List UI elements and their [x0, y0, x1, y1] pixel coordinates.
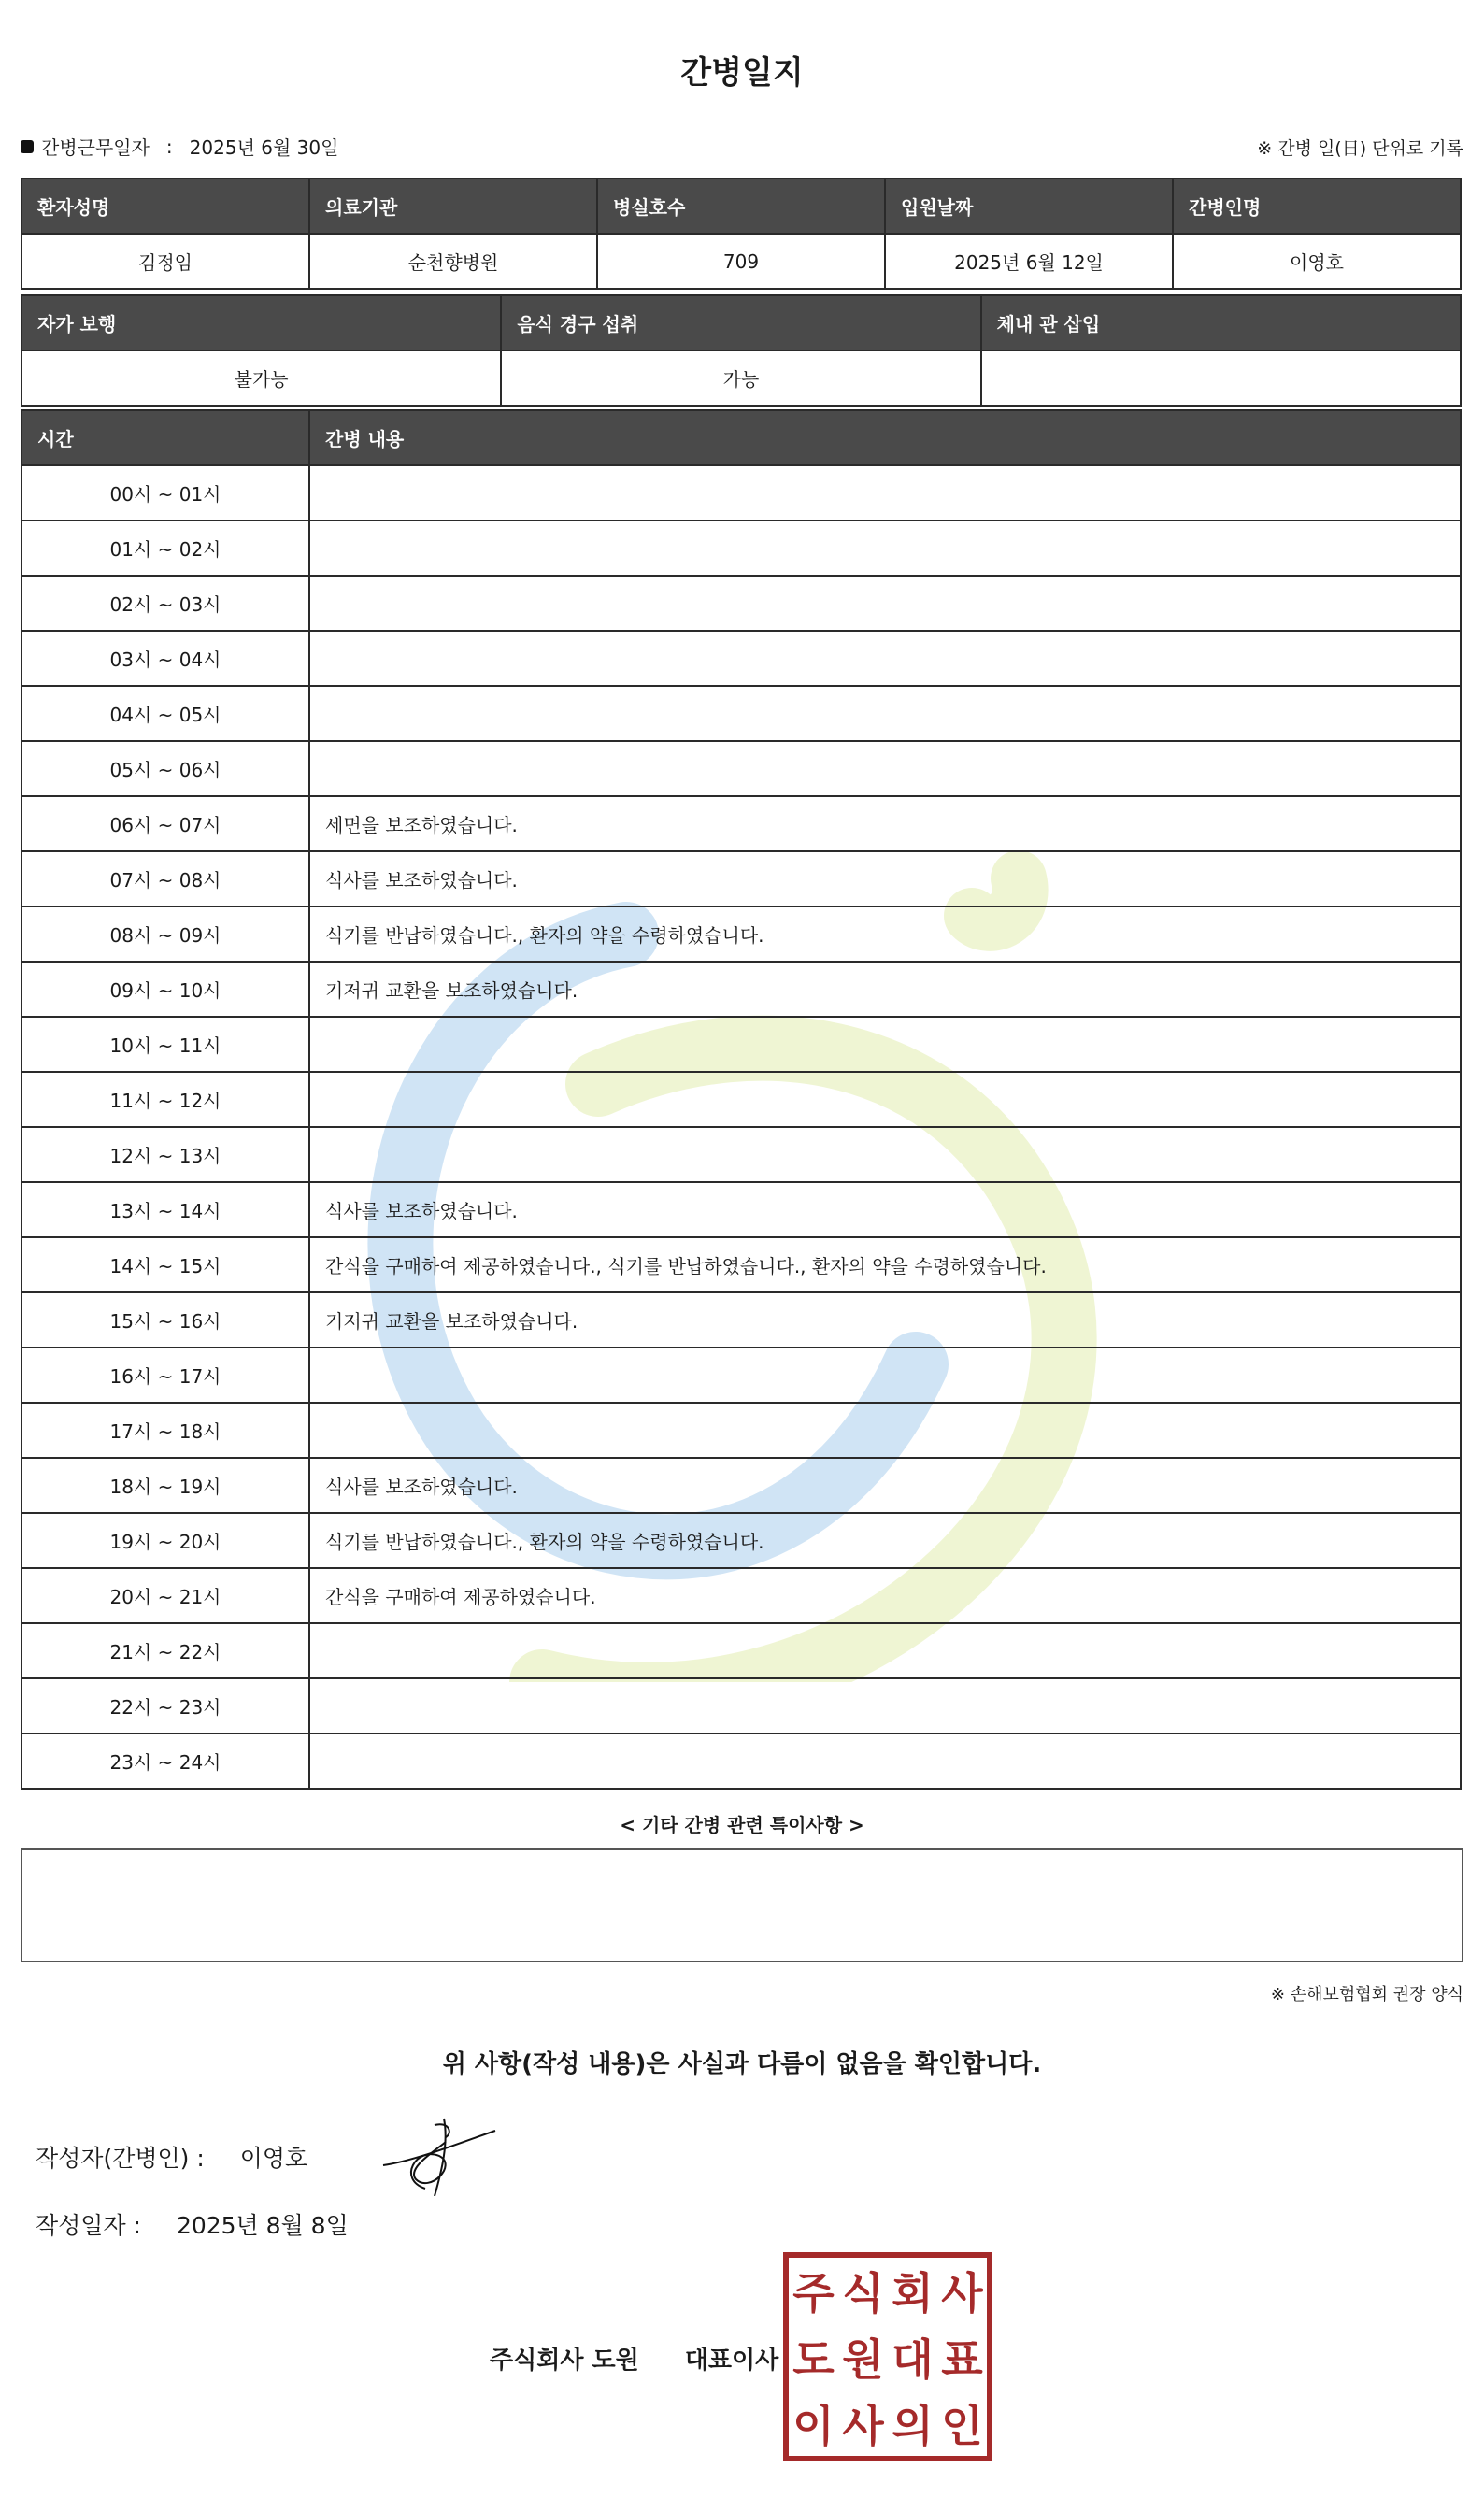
log-content — [309, 1403, 1461, 1458]
log-content: 기저귀 교환을 보조하였습니다. — [309, 962, 1461, 1017]
log-content — [309, 1734, 1461, 1789]
log-row — [21, 1348, 1461, 1403]
log-row — [21, 1513, 1461, 1568]
page-title: 간병일지 — [680, 54, 804, 92]
form-source-note: ※ 손해보험협회 권장 양식 — [1270, 1985, 1463, 2005]
company-seal-stamp — [783, 2252, 992, 2461]
log-time: 03시 ~ 04시 — [21, 631, 309, 686]
log-time: 08시 ~ 09시 — [21, 906, 309, 962]
seal-character: 대 — [892, 2333, 934, 2385]
log-row — [21, 521, 1461, 576]
patient-info-table — [21, 178, 1462, 290]
log-row — [21, 1237, 1461, 1292]
log-row — [21, 465, 1461, 521]
write-date-label: 작성일자 : — [36, 2212, 141, 2239]
seal-character: 식 — [842, 2268, 884, 2319]
header-oral-intake: 음식 경구 섭취 — [501, 295, 980, 350]
company-line — [490, 2341, 778, 2376]
care-log-table — [21, 409, 1462, 1790]
log-time: 16시 ~ 17시 — [21, 1348, 309, 1403]
log-row — [21, 1017, 1461, 1072]
log-row — [21, 1458, 1461, 1513]
work-date-label: 간병근무일자 — [41, 136, 150, 159]
self-walking-value: 불가능 — [21, 350, 501, 406]
log-time: 14시 ~ 15시 — [21, 1237, 309, 1292]
log-time: 04시 ~ 05시 — [21, 686, 309, 741]
seal-character: 회 — [892, 2268, 934, 2319]
other-notes-title: < 기타 간병 관련 특이사항 > — [620, 1814, 864, 1836]
log-content: 식기를 반납하였습니다., 환자의 약을 수령하였습니다. — [309, 906, 1461, 962]
log-time: 12시 ~ 13시 — [21, 1127, 309, 1182]
log-time: 09시 ~ 10시 — [21, 962, 309, 1017]
tube-insertion-value — [981, 350, 1461, 406]
log-time: 05시 ~ 06시 — [21, 741, 309, 796]
log-row — [21, 631, 1461, 686]
log-row — [21, 1072, 1461, 1127]
log-time: 13시 ~ 14시 — [21, 1182, 309, 1237]
other-notes-box — [21, 1848, 1463, 1962]
log-content — [309, 1623, 1461, 1678]
log-content — [309, 1017, 1461, 1072]
author-line — [36, 2140, 307, 2174]
room-number: 709 — [597, 234, 885, 289]
seal-character: 도 — [792, 2333, 835, 2385]
log-time: 23시 ~ 24시 — [21, 1734, 309, 1789]
admission-date: 2025년 6월 12일 — [885, 234, 1173, 289]
daily-record-note: ※ 간병 일(日) 단위로 기록 — [1257, 138, 1463, 159]
log-row — [21, 741, 1461, 796]
confirmation-statement: 위 사항(작성 내용)은 사실과 다름이 없음을 확인합니다. — [442, 2050, 1042, 2078]
log-row — [21, 1127, 1461, 1182]
work-date-separator: : — [165, 135, 173, 158]
header-time: 시간 — [21, 410, 309, 465]
work-date-value: 2025년 6월 30일 — [189, 136, 339, 159]
signature-image — [378, 2114, 500, 2198]
log-content — [309, 631, 1461, 686]
patient-status-table — [21, 294, 1462, 407]
header-hospital: 의료기관 — [309, 178, 597, 234]
log-row — [21, 851, 1461, 906]
caregiver-name: 이영호 — [1173, 234, 1461, 289]
log-row — [21, 1568, 1461, 1623]
log-content — [309, 1678, 1461, 1734]
header-admission-date: 입원날짜 — [885, 178, 1173, 234]
company-name: 주식회사 도원 — [490, 2347, 639, 2375]
seal-character: 원 — [842, 2333, 884, 2385]
log-time: 10시 ~ 11시 — [21, 1017, 309, 1072]
header-patient-name: 환자성명 — [21, 178, 309, 234]
log-time: 18시 ~ 19시 — [21, 1458, 309, 1513]
hospital-name: 순천향병원 — [309, 234, 597, 289]
log-content — [309, 1127, 1461, 1182]
header-self-walking: 자가 보행 — [21, 295, 501, 350]
log-content: 간식을 구매하여 제공하였습니다. — [309, 1568, 1461, 1623]
log-content — [309, 686, 1461, 741]
log-content: 식사를 보조하였습니다. — [309, 1458, 1461, 1513]
header-room-number: 병실호수 — [597, 178, 885, 234]
seal-character: 주 — [792, 2268, 835, 2319]
log-time: 02시 ~ 03시 — [21, 576, 309, 631]
log-time: 21시 ~ 22시 — [21, 1623, 309, 1678]
log-content — [309, 1072, 1461, 1127]
log-row — [21, 1292, 1461, 1348]
seal-character: 의 — [892, 2400, 934, 2451]
header-tube-insertion: 체내 관 삽입 — [981, 295, 1461, 350]
patient-name: 김정임 — [21, 234, 309, 289]
log-time: 22시 ~ 23시 — [21, 1678, 309, 1734]
log-content: 기저귀 교환을 보조하였습니다. — [309, 1292, 1461, 1348]
log-time: 19시 ~ 20시 — [21, 1513, 309, 1568]
log-row — [21, 686, 1461, 741]
log-content: 식사를 보조하였습니다. — [309, 1182, 1461, 1237]
log-row — [21, 1678, 1461, 1734]
oral-intake-value: 가능 — [501, 350, 980, 406]
log-row — [21, 796, 1461, 851]
author-label: 작성자(간병인) : — [36, 2145, 205, 2172]
log-row — [21, 1623, 1461, 1678]
log-content — [309, 465, 1461, 521]
header-care-content: 간병 내용 — [309, 410, 1461, 465]
seal-character: 인 — [941, 2400, 983, 2451]
bullet-square-icon — [21, 140, 34, 153]
log-row — [21, 576, 1461, 631]
seal-character: 사 — [842, 2400, 884, 2451]
log-time: 15시 ~ 16시 — [21, 1292, 309, 1348]
seal-character: 이 — [792, 2400, 835, 2451]
log-time: 07시 ~ 08시 — [21, 851, 309, 906]
author-name: 이영호 — [239, 2145, 308, 2172]
log-time: 17시 ~ 18시 — [21, 1403, 309, 1458]
log-time: 11시 ~ 12시 — [21, 1072, 309, 1127]
log-content: 식사를 보조하였습니다. — [309, 851, 1461, 906]
log-time: 06시 ~ 07시 — [21, 796, 309, 851]
write-date-value: 2025년 8월 8일 — [176, 2212, 349, 2239]
write-date-line — [36, 2207, 349, 2241]
log-content — [309, 1348, 1461, 1403]
log-time: 00시 ~ 01시 — [21, 465, 309, 521]
log-content — [309, 521, 1461, 576]
ceo-title: 대표이사 — [684, 2347, 779, 2375]
log-content — [309, 741, 1461, 796]
seal-character: 표 — [941, 2333, 983, 2385]
seal-character: 사 — [941, 2268, 983, 2319]
log-row — [21, 1403, 1461, 1458]
log-content: 식기를 반납하였습니다., 환자의 약을 수령하였습니다. — [309, 1513, 1461, 1568]
log-content: 간식을 구매하여 제공하였습니다., 식기를 반납하였습니다., 환자의 약을 수령하였습니다. — [309, 1237, 1461, 1292]
log-time: 01시 ~ 02시 — [21, 521, 309, 576]
log-content — [309, 576, 1461, 631]
log-time: 20시 ~ 21시 — [21, 1568, 309, 1623]
log-row — [21, 1734, 1461, 1789]
work-date-line — [21, 133, 338, 160]
log-row — [21, 1182, 1461, 1237]
log-content: 세면을 보조하였습니다. — [309, 796, 1461, 851]
header-caregiver-name: 간병인명 — [1173, 178, 1461, 234]
log-row — [21, 906, 1461, 962]
log-row — [21, 962, 1461, 1017]
